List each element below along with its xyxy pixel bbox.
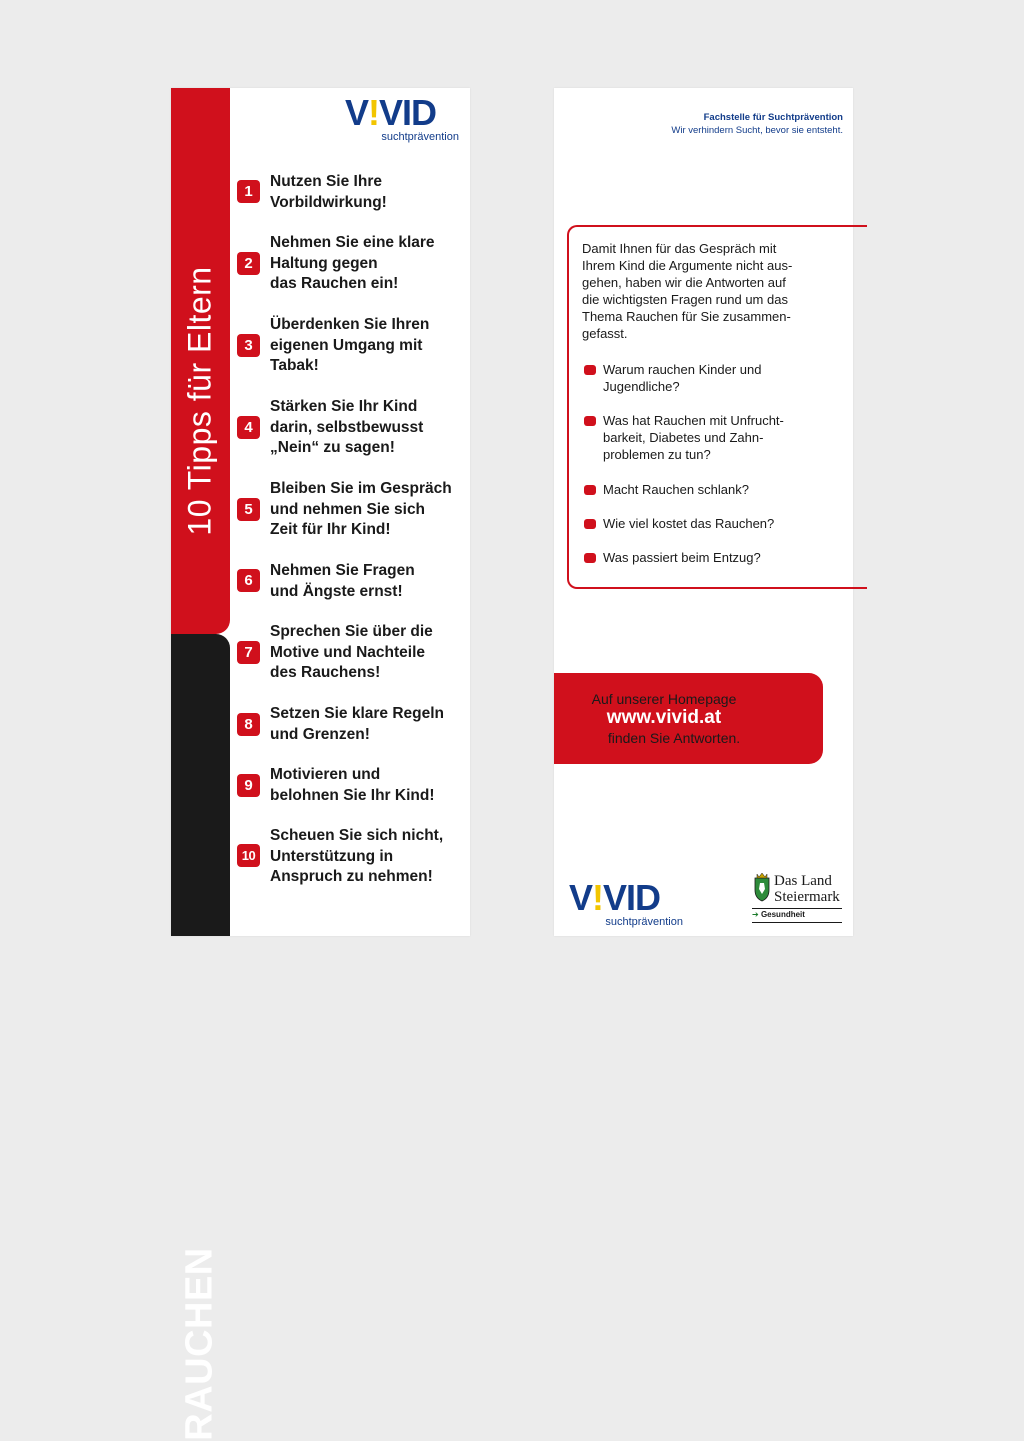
bullet-icon [584,485,596,495]
title-band [171,88,230,634]
tip-number: 3 [237,334,260,357]
divider [752,922,842,923]
vivid-logo [569,877,683,928]
tip-text: Sprechen Sie über die Motive und Nachteile des Rauchens! [270,623,433,681]
vivid-logo [345,92,459,143]
homepage-banner [554,673,823,764]
tip-text: Nehmen Sie eine klare Haltung gegen das Rauchen ein! [270,234,435,292]
tip-number: 7 [237,641,260,664]
tip-text: Nutzen Sie Ihre Vorbildwirkung! [270,173,387,211]
land-department: ➔ Gesundheit [752,910,805,919]
tip-text: Überdenken Sie Ihren eigenen Umgang mit Tabak! [270,316,430,374]
tip-number: 9 [237,774,260,797]
tip-text: Stärken Sie Ihr Kind darin, selbstbewusst „Nein“ zu sagen! [270,398,424,456]
bullet-icon [584,519,596,529]
homepage-outro: finden Sie Antworten. [607,730,741,746]
crest-icon [752,872,772,902]
bullet-icon [584,553,596,563]
band-topic: RAUCHEN [178,1247,221,1441]
band-title: 10 Tipps für Eltern [181,266,218,536]
question-text: Warum rauchen Kinder und Jugendliche? [603,362,762,394]
question-text: Macht Rauchen schlank? [603,482,749,497]
tip-number: 5 [237,498,260,521]
fachstelle-slogan: Wir verhindern Sucht, bevor sie entsteht. [671,125,843,136]
vivid-logo-word: V!VID [569,877,661,918]
tip-number: 1 [237,180,260,203]
divider [752,908,842,909]
tip-text: Bleiben Sie im Gespräch und nehmen Sie sich Zeit für Ihr Kind! [270,480,452,538]
arrow-right-icon: ➔ [752,910,759,919]
vivid-logo-word: V!VID [345,92,437,133]
questions-box [567,225,867,589]
question-text: Was hat Rauchen mit Unfrucht- barkeit, Diabetes und Zahn- problemen zu tun? [603,413,784,462]
tip-text: Scheuen Sie sich nicht, Unterstützung in Anspruch zu nehmen! [270,827,444,885]
homepage-intro: Auf unserer Homepage [591,691,737,707]
intro-text: Damit Ihnen für das Gespräch mit Ihrem Kind die Argumente nicht aus- gehen, haben wir die Antworten auf die wichtigsten Fragen rund um das Thema Rauchen für Sie zusammen- gefasst. [582,241,793,341]
tip-text: Nehmen Sie Fragen und Ängste ernst! [270,562,415,600]
steiermark-logo [752,872,844,924]
vivid-logo-sub: suchtprävention [381,131,459,143]
tip-number: 2 [237,252,260,275]
tip-number: 6 [237,569,260,592]
question-text: Wie viel kostet das Rauchen? [603,516,775,531]
tip-number: 4 [237,416,260,439]
tips-card [171,88,470,1441]
tip-text: Setzen Sie klare Regeln und Grenzen! [270,705,445,743]
topic-band [171,634,230,1441]
info-card [554,88,853,936]
vivid-logo-sub: suchtprävention [605,916,683,928]
question-text: Was passiert beim Entzug? [603,550,761,565]
tip-text: Motivieren und belohnen Sie Ihr Kind! [270,766,435,804]
land-name: Das Land Steiermark [774,873,840,905]
tip-number: 10 [237,844,260,867]
bullet-icon [584,416,596,426]
homepage-link[interactable]: www.vivid.at [606,707,722,728]
tip-number: 8 [237,713,260,736]
fachstelle-title: Fachstelle für Suchtprävention [703,112,843,123]
bullet-icon [584,365,596,375]
